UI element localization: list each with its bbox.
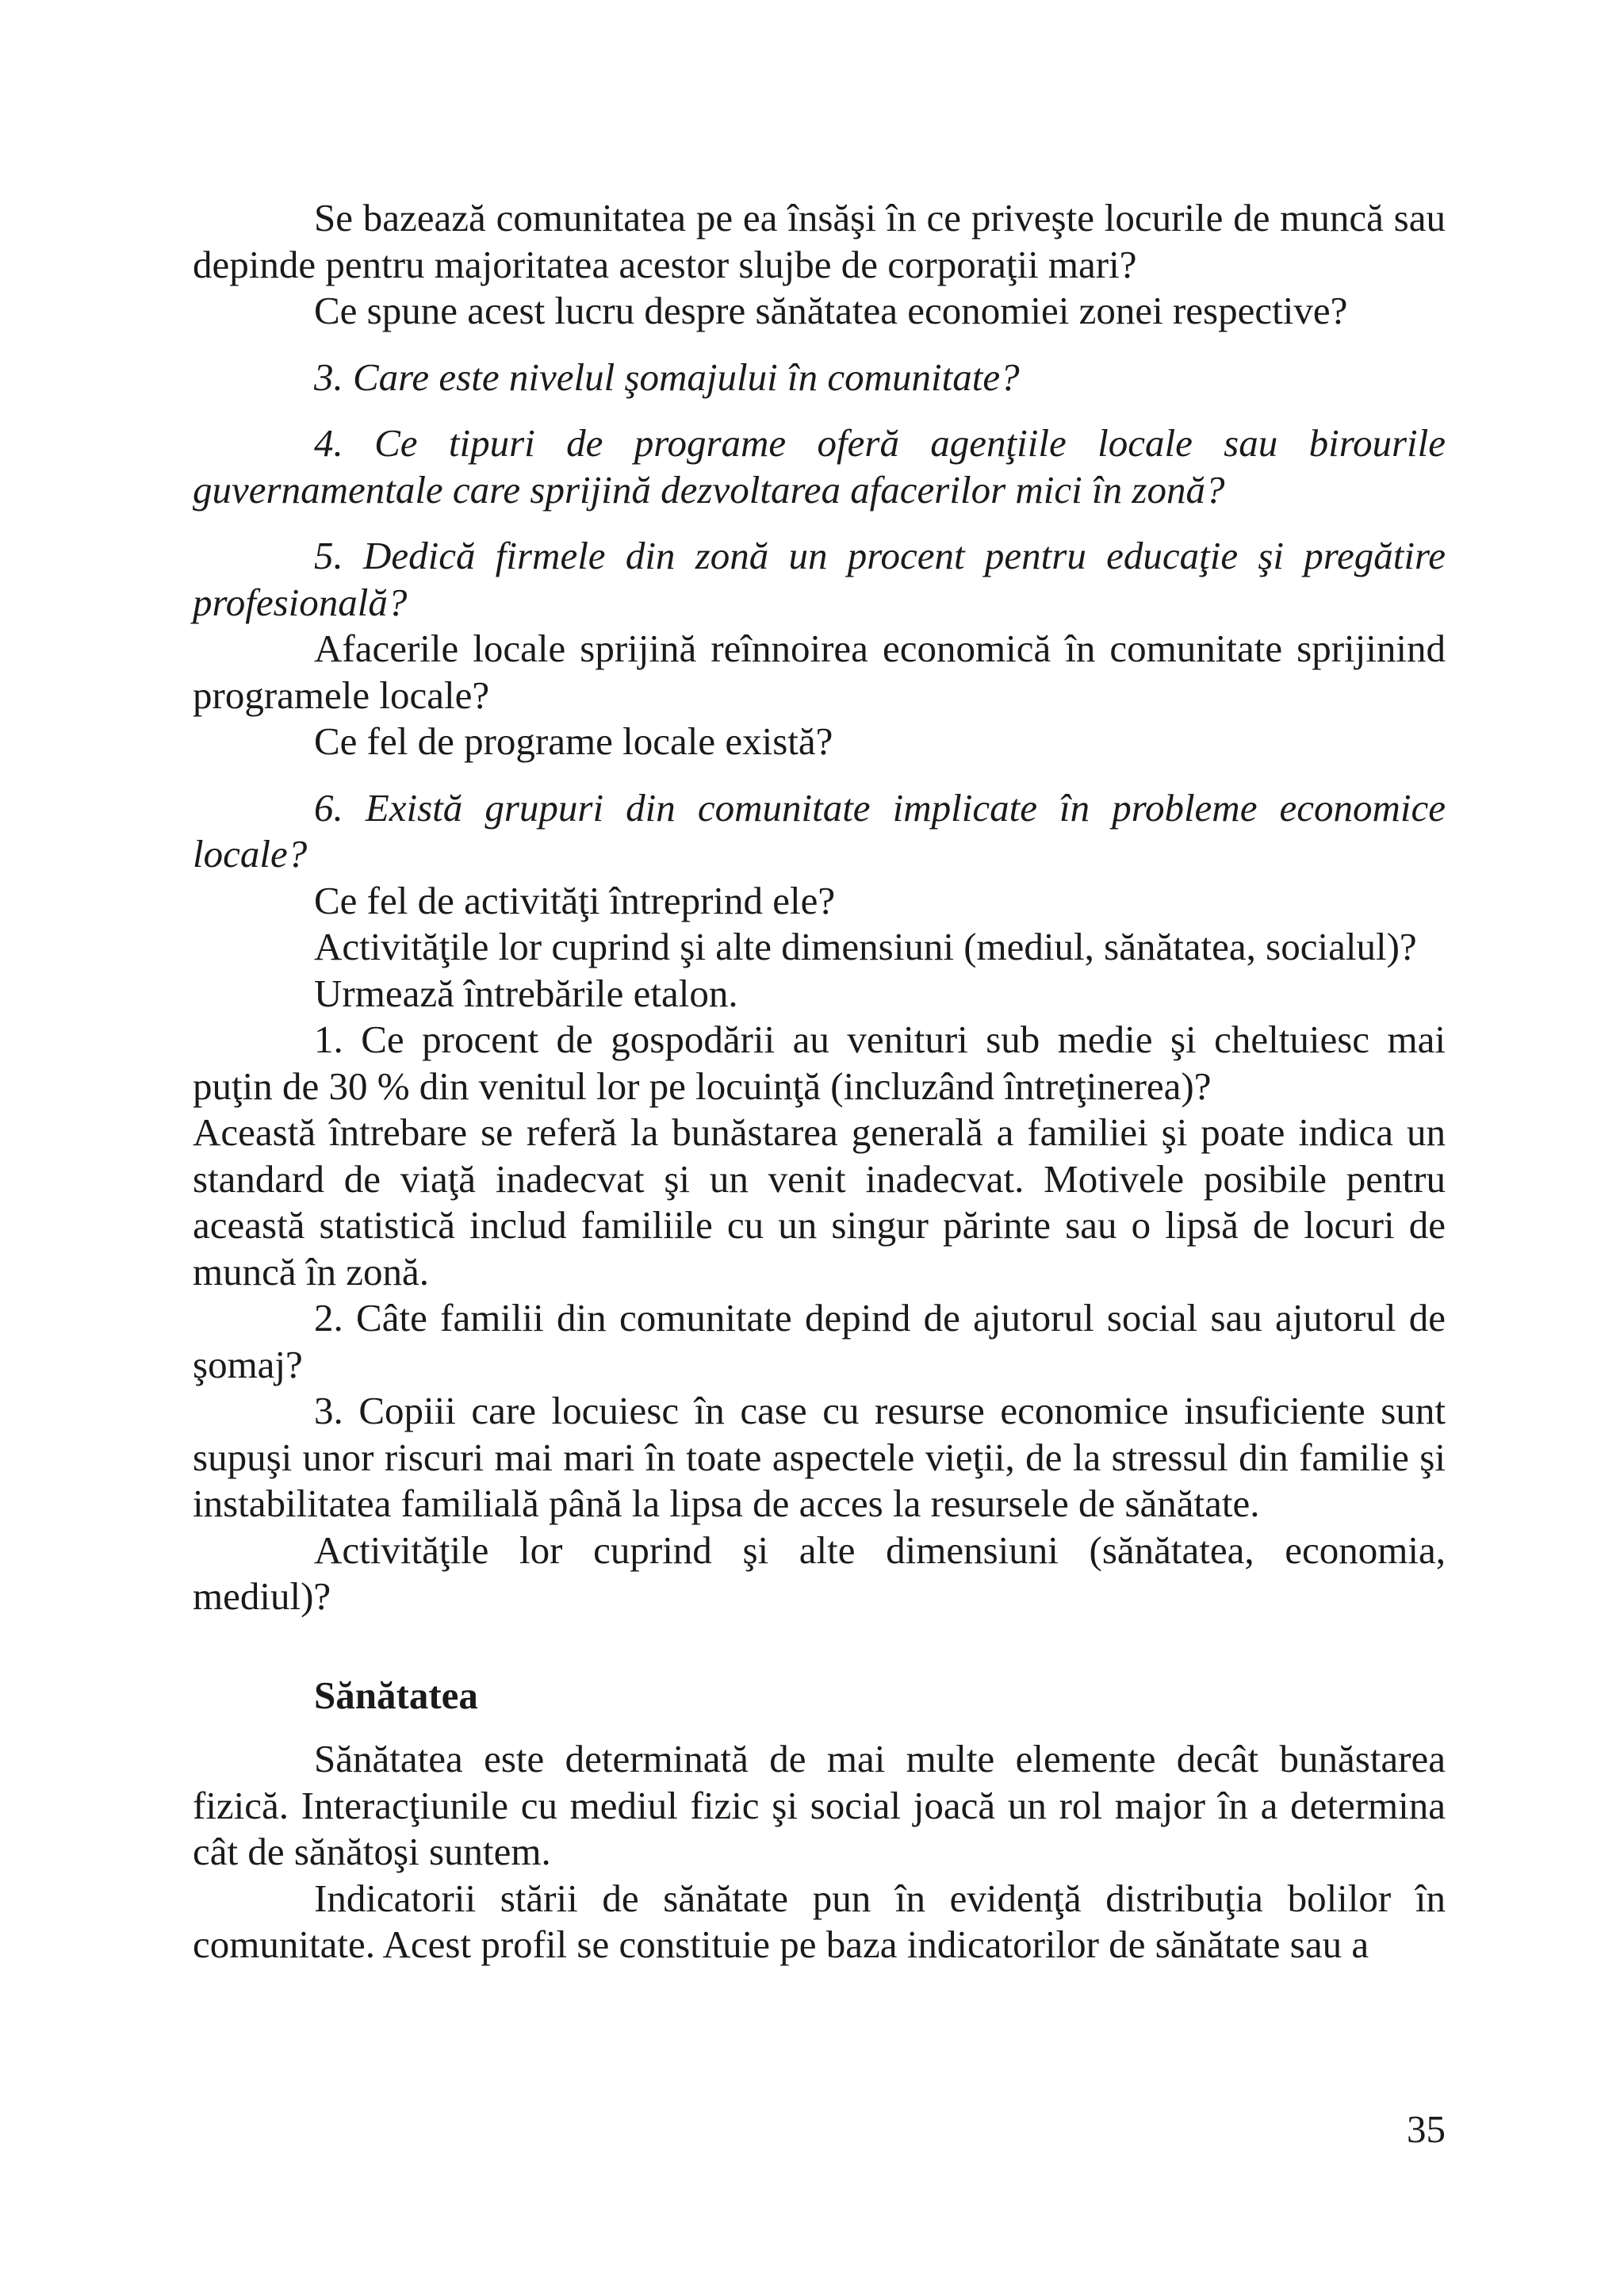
page-body [193,195,1446,1968]
page-number: 35 [1407,2107,1446,2151]
paragraph-local-programs: Ce fel de programe locale există? [314,719,833,763]
paragraph-local-business: Afacerile locale sprijină reînnoirea economică în comunitate sprijinind programele locale? [193,627,1446,717]
question-community-groups: 6. Există grupuri din comunitate implicate în probleme economice locale? [193,785,1446,876]
paragraph-benchmark-intro: Urmează întrebările etalon. [314,971,738,1015]
question-education-percent: 5. Dedică firmele din zonă un procent pentru educaţie şi pregătire profesională? [193,534,1446,624]
question-local-programs: 4. Ce tipuri de programe oferă agenţiile locale sau birourile guvernamentale care sprijină dezvoltarea afacerilor mici în zonă? [193,421,1446,512]
paragraph-benchmark-1: 1. Ce procent de gospodării au venituri sub medie şi cheltuiesc mai puţin de 30 % din venitul lor pe locuinţă (incluzând întreţinerea)? [193,1018,1446,1108]
paragraph-economy-health: Ce spune acest lucru despre sănătatea economiei zonei respective? [314,289,1348,332]
paragraph-activities: Ce fel de activităţi întreprind ele? [314,878,836,922]
paragraph-dimensions-2: Activităţile lor cuprind şi alte dimensiuni (sănătatea, economia, mediul)? [193,1527,1446,1618]
paragraph-benchmark-2: 2. Câte familii din comunitate depind de ajutorul social sau ajutorul de şomaj? [193,1296,1446,1386]
paragraph-health-indicators: Indicatorii stării de sănătate pun în evidenţă distribuţia bolilor în comunitate. Acest profil se constituie pe baza indicatorilor de sănătate sau a [193,1876,1446,1966]
paragraph-health-determinants: Sănătatea este determinată de mai multe elemente decât bunăstarea fizică. Interacţiunile cu mediul fizic şi social joacă un rol major în a determina cât de sănătoşi suntem. [193,1737,1446,1873]
section-heading: Sănătatea [314,1673,478,1717]
paragraph-benchmark-3: 3. Copiii care locuiesc în case cu resurse economice insuficiente sunt supuşi unor riscuri mai mari în toate aspectele vieţii, de la stressul din familie şi instabilitatea familială până la lipsa de acces la resursele de sănătate. [193,1389,1446,1525]
paragraph-dimensions-1: Activităţile lor cuprind şi alte dimensiuni (mediul, sănătatea, socialul)? [314,925,1417,968]
question-unemployment: 3. Care este nivelul şomajului în comunitate? [314,355,1020,399]
paragraph-wellbeing: Această întrebare se referă la bunăstarea generală a familiei şi poate indica un standard de viaţă inadecvat şi un venit inadecvat. Motivele posibile pentru această statistică includ familiile cu un singur părinte sau o lipsă de locuri de muncă în zonă. [193,1110,1446,1294]
paragraph-jobs-dependence: Se bazează comunitatea pe ea însăşi în ce priveşte locurile de muncă sau depinde pentru majoritatea acestor slujbe de corporaţii mari? [193,196,1446,286]
